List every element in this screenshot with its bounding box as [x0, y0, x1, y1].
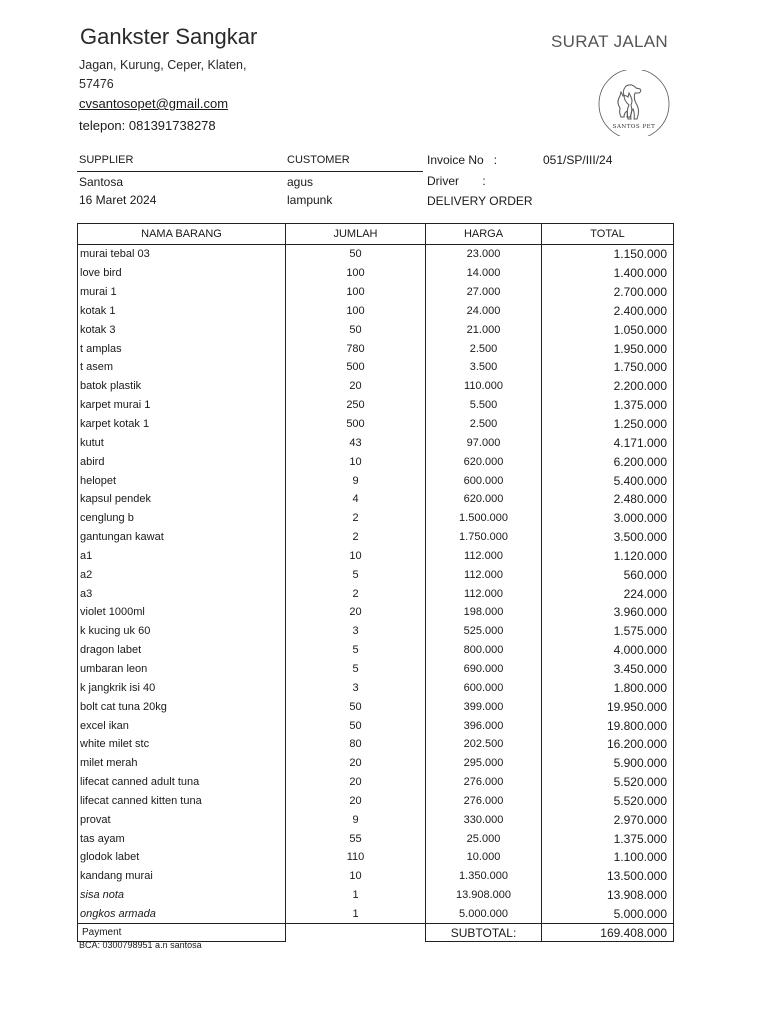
item-price: 112.000 [426, 565, 542, 584]
item-name: violet 1000ml [78, 603, 286, 622]
table-row [78, 320, 674, 339]
item-price: 690.000 [426, 660, 542, 679]
item-price: 2.500 [426, 415, 542, 434]
item-name: murai tebal 03 [78, 245, 286, 264]
item-qty: 9 [286, 810, 426, 829]
item-qty: 2 [286, 528, 426, 547]
item-qty: 43 [286, 433, 426, 452]
item-price: 198.000 [426, 603, 542, 622]
item-qty: 780 [286, 339, 426, 358]
item-total: 5.400.000 [542, 471, 674, 490]
item-price: 1.350.000 [426, 867, 542, 886]
item-name: batok plastik [78, 377, 286, 396]
item-qty: 100 [286, 264, 426, 283]
item-price: 276.000 [426, 773, 542, 792]
item-name: ongkos armada [78, 905, 286, 924]
item-name: karpet kotak 1 [78, 415, 286, 434]
item-qty: 10 [286, 547, 426, 566]
item-price: 25.000 [426, 829, 542, 848]
item-total: 4.171.000 [542, 433, 674, 452]
table-row [78, 339, 674, 358]
item-qty: 2 [286, 584, 426, 603]
item-name: k jangkrik isi 40 [78, 678, 286, 697]
item-qty: 5 [286, 660, 426, 679]
item-qty: 10 [286, 867, 426, 886]
item-total: 1.400.000 [542, 264, 674, 283]
item-name: umbaran leon [78, 660, 286, 679]
item-total: 1.575.000 [542, 622, 674, 641]
item-total: 5.520.000 [542, 791, 674, 810]
item-name: a3 [78, 584, 286, 603]
item-qty: 20 [286, 603, 426, 622]
table-row [78, 754, 674, 773]
item-name: kotak 3 [78, 320, 286, 339]
item-total: 4.000.000 [542, 641, 674, 660]
table-row [78, 377, 674, 396]
table-row [78, 886, 674, 905]
item-price: 396.000 [426, 716, 542, 735]
table-row [78, 697, 674, 716]
item-name: k kucing uk 60 [78, 622, 286, 641]
customer-name: agus [287, 175, 314, 189]
item-total: 13.908.000 [542, 886, 674, 905]
item-price: 600.000 [426, 678, 542, 697]
item-total: 560.000 [542, 565, 674, 584]
item-total: 3.000.000 [542, 509, 674, 528]
table-row [78, 848, 674, 867]
item-qty: 500 [286, 415, 426, 434]
item-qty: 100 [286, 302, 426, 321]
santos-pet-logo [596, 70, 672, 136]
item-qty: 100 [286, 283, 426, 302]
item-price: 600.000 [426, 471, 542, 490]
table-row [78, 905, 674, 924]
item-qty: 500 [286, 358, 426, 377]
item-name: tas ayam [78, 829, 286, 848]
item-qty: 110 [286, 848, 426, 867]
table-row [78, 245, 674, 264]
order-date: 16 Maret 2024 [79, 193, 157, 207]
item-total: 16.200.000 [542, 735, 674, 754]
subtotal-label: SUBTOTAL: [426, 924, 542, 942]
item-price: 5.500 [426, 396, 542, 415]
item-qty: 10 [286, 452, 426, 471]
table-row [78, 415, 674, 434]
payment-label: Payment [78, 924, 286, 942]
item-price: 295.000 [426, 754, 542, 773]
item-price: 5.000.000 [426, 905, 542, 924]
table-row [78, 678, 674, 697]
item-price: 3.500 [426, 358, 542, 377]
table-row [78, 433, 674, 452]
item-price: 13.908.000 [426, 886, 542, 905]
item-qty: 3 [286, 622, 426, 641]
item-name: t amplas [78, 339, 286, 358]
item-qty: 1 [286, 905, 426, 924]
info-divider [77, 171, 423, 172]
item-total: 1.100.000 [542, 848, 674, 867]
table-header-row [78, 224, 674, 245]
item-price: 10.000 [426, 848, 542, 867]
item-price: 620.000 [426, 490, 542, 509]
table-row [78, 867, 674, 886]
item-qty: 20 [286, 754, 426, 773]
item-total: 2.700.000 [542, 283, 674, 302]
document-title: SURAT JALAN [551, 32, 668, 51]
item-qty: 20 [286, 773, 426, 792]
item-total: 5.000.000 [542, 905, 674, 924]
customer-label: CUSTOMER [287, 154, 350, 166]
item-qty: 80 [286, 735, 426, 754]
item-name: murai 1 [78, 283, 286, 302]
item-price: 1.500.000 [426, 509, 542, 528]
supplier-name: Santosa [79, 175, 124, 189]
item-total: 1.950.000 [542, 339, 674, 358]
item-total: 224.000 [542, 584, 674, 603]
item-price: 97.000 [426, 433, 542, 452]
item-qty: 9 [286, 471, 426, 490]
table-row [78, 641, 674, 660]
item-total: 13.500.000 [542, 867, 674, 886]
logo-text: SANTOS PET [612, 124, 656, 130]
item-total: 3.500.000 [542, 528, 674, 547]
company-name: Gankster Sangkar [80, 24, 258, 49]
item-price: 202.500 [426, 735, 542, 754]
table-row [78, 452, 674, 471]
item-qty: 55 [286, 829, 426, 848]
company-address: Jagan, Kurung, Ceper, Klaten, 57476 [79, 58, 247, 91]
item-total: 1.250.000 [542, 415, 674, 434]
item-qty: 20 [286, 377, 426, 396]
item-name: love bird [78, 264, 286, 283]
bank-info: BCA: 0300798951 a.n santosa [79, 940, 202, 950]
item-name: provat [78, 810, 286, 829]
item-total: 2.200.000 [542, 377, 674, 396]
item-price: 24.000 [426, 302, 542, 321]
item-name: kotak 1 [78, 302, 286, 321]
table-row [78, 509, 674, 528]
item-total: 2.480.000 [542, 490, 674, 509]
table-row [78, 396, 674, 415]
table-row [78, 660, 674, 679]
item-name: lifecat canned kitten tuna [78, 791, 286, 810]
item-name: kandang murai [78, 867, 286, 886]
item-total: 1.750.000 [542, 358, 674, 377]
item-name: excel ikan [78, 716, 286, 735]
item-qty: 4 [286, 490, 426, 509]
header-jumlah: JUMLAH [286, 224, 426, 245]
item-total: 1.375.000 [542, 829, 674, 848]
item-qty: 2 [286, 509, 426, 528]
item-price: 112.000 [426, 584, 542, 603]
item-price: 800.000 [426, 641, 542, 660]
invoice-number: 051/SP/III/24 [543, 153, 613, 167]
item-name: sisa nota [78, 886, 286, 905]
table-row [78, 810, 674, 829]
item-qty: 3 [286, 678, 426, 697]
table-row [78, 528, 674, 547]
table-row [78, 735, 674, 754]
item-name: cenglung b [78, 509, 286, 528]
table-row [78, 358, 674, 377]
table-row [78, 283, 674, 302]
item-total: 5.900.000 [542, 754, 674, 773]
item-price: 112.000 [426, 547, 542, 566]
customer-location: lampunk [287, 193, 333, 207]
item-total: 1.800.000 [542, 678, 674, 697]
item-total: 2.970.000 [542, 810, 674, 829]
item-total: 19.800.000 [542, 716, 674, 735]
item-price: 27.000 [426, 283, 542, 302]
header-nama-barang: NAMA BARANG [78, 224, 286, 245]
table-row [78, 829, 674, 848]
item-qty: 20 [286, 791, 426, 810]
supplier-label: SUPPLIER [79, 154, 134, 166]
item-total: 3.450.000 [542, 660, 674, 679]
item-name: gantungan kawat [78, 528, 286, 547]
item-name: kapsul pendek [78, 490, 286, 509]
item-total: 1.150.000 [542, 245, 674, 264]
item-price: 620.000 [426, 452, 542, 471]
table-row [78, 490, 674, 509]
item-total: 3.960.000 [542, 603, 674, 622]
item-name: t asem [78, 358, 286, 377]
item-price: 14.000 [426, 264, 542, 283]
item-name: white milet stc [78, 735, 286, 754]
item-name: a1 [78, 547, 286, 566]
item-price: 276.000 [426, 791, 542, 810]
table-row [78, 791, 674, 810]
driver-label: Driver : [427, 174, 486, 188]
item-qty: 5 [286, 641, 426, 660]
table-row [78, 471, 674, 490]
item-name: lifecat canned adult tuna [78, 773, 286, 792]
item-price: 399.000 [426, 697, 542, 716]
table-row [78, 716, 674, 735]
table-row [78, 584, 674, 603]
item-name: abird [78, 452, 286, 471]
subtotal-value: 169.408.000 [542, 924, 674, 942]
item-name: kutut [78, 433, 286, 452]
item-name: milet merah [78, 754, 286, 773]
item-qty: 5 [286, 565, 426, 584]
item-price: 21.000 [426, 320, 542, 339]
item-name: a2 [78, 565, 286, 584]
item-total: 6.200.000 [542, 452, 674, 471]
item-price: 330.000 [426, 810, 542, 829]
item-price: 23.000 [426, 245, 542, 264]
empty-cell [286, 924, 426, 942]
items-table [77, 223, 674, 942]
item-qty: 250 [286, 396, 426, 415]
table-row [78, 773, 674, 792]
item-qty: 50 [286, 697, 426, 716]
header-total: TOTAL [542, 224, 674, 245]
table-row [78, 547, 674, 566]
item-total: 1.120.000 [542, 547, 674, 566]
item-price: 525.000 [426, 622, 542, 641]
item-total: 5.520.000 [542, 773, 674, 792]
item-name: bolt cat tuna 20kg [78, 697, 286, 716]
item-qty: 50 [286, 320, 426, 339]
item-name: dragon labet [78, 641, 286, 660]
item-name: glodok labet [78, 848, 286, 867]
item-qty: 50 [286, 716, 426, 735]
header-harga: HARGA [426, 224, 542, 245]
item-name: karpet murai 1 [78, 396, 286, 415]
item-price: 2.500 [426, 339, 542, 358]
company-phone: telepon: 081391738278 [79, 118, 216, 133]
item-qty: 1 [286, 886, 426, 905]
table-row [78, 603, 674, 622]
item-price: 1.750.000 [426, 528, 542, 547]
delivery-order-label: DELIVERY ORDER [427, 194, 533, 208]
item-total: 2.400.000 [542, 302, 674, 321]
item-qty: 50 [286, 245, 426, 264]
table-row [78, 264, 674, 283]
table-row [78, 565, 674, 584]
item-price: 110.000 [426, 377, 542, 396]
table-row [78, 302, 674, 321]
item-total: 1.050.000 [542, 320, 674, 339]
company-email[interactable]: cvsantosopet@gmail.com [79, 96, 229, 111]
item-name: helopet [78, 471, 286, 490]
item-total: 19.950.000 [542, 697, 674, 716]
item-total: 1.375.000 [542, 396, 674, 415]
invoice-label: Invoice No : [427, 153, 498, 167]
table-row [78, 622, 674, 641]
